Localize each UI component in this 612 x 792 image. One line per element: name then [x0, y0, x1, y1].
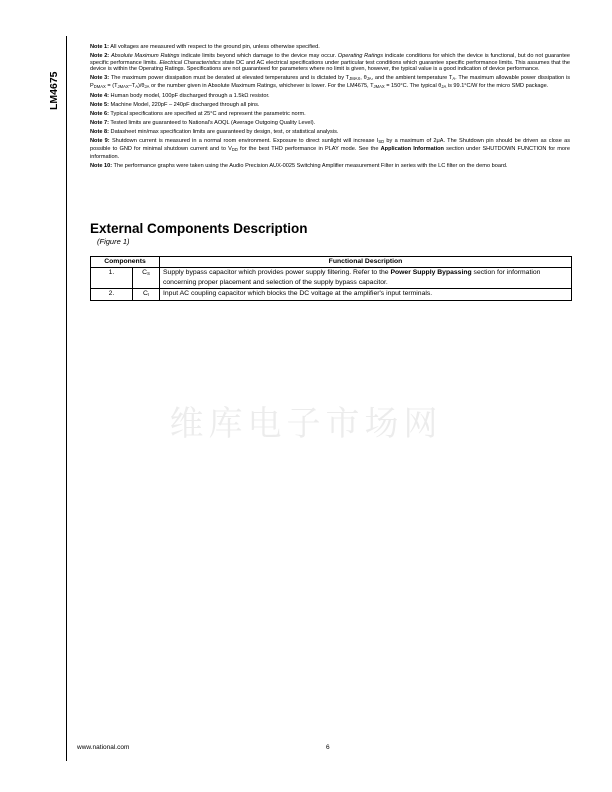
notes-section [90, 44, 570, 172]
watermark: 维库电子市场网 [169, 404, 443, 444]
note-text: The performance graphs were taken using the Audio Precision AUX-0025 Switching Amplifier measurement Filter in series with the LC filter on the demo board. [113, 162, 508, 169]
text-run: , θ [360, 75, 367, 82]
component-symbol [133, 289, 160, 301]
subscript: JMAX [117, 84, 129, 90]
component-description [160, 289, 572, 301]
note [90, 111, 570, 118]
note [90, 75, 570, 90]
text-run: for the best THD performance in PLAY mode. See the [237, 145, 381, 152]
text-run: by a maximum of 2μA. The Shutdown pin should be driven as close as possible to GND for minimal shutdown current and to V [90, 138, 570, 152]
text-run: section under SHUTDOWN FUNCTION for more information. [90, 145, 571, 160]
bold-text: Power Supply Bypassing [390, 269, 472, 276]
text-run: or the number given in Absolute Maximum Ratings, whichever is lower. For the LM4675, T [149, 83, 374, 90]
table-header-row [91, 257, 572, 268]
component-description [160, 268, 572, 289]
text-run: . The maximum allowable power dissipation is P [90, 75, 571, 90]
row-number: 2. [91, 289, 133, 301]
component-symbol [133, 268, 160, 289]
footer-website: www.national.com [77, 744, 130, 751]
symbol-subscript: S [147, 271, 150, 276]
subscript: DMAX [93, 84, 106, 90]
page-number: 6 [326, 744, 330, 751]
note-text: Datasheet min/max specification limits are guaranteed by design, test, or statistical analysis. [110, 129, 339, 136]
subscript: A [135, 84, 138, 90]
text-run: Supply bypass capacitor which provides power supply filtering. Refer to the [163, 269, 391, 276]
note-text: Machine Model, 220pF – 240pF discharged through all pins. [110, 102, 260, 109]
subscript: DD [231, 146, 238, 152]
note [90, 138, 570, 160]
text-run: = (T [105, 83, 118, 90]
text-run: Input AC coupling capacitor which blocks the DC voltage at the amplifier's input terminals. [163, 290, 433, 297]
subscript: JA [144, 84, 150, 90]
text-run: –T [128, 83, 136, 90]
note-label: Note 1: [90, 44, 109, 50]
text-run: )/θ [138, 83, 145, 90]
components-header: Components [91, 257, 160, 268]
note [90, 120, 570, 127]
bold-text: Application Information [380, 145, 444, 152]
text-run: indicate conditions for which the device is functional, but do not guarantee specific performance limits. [90, 53, 570, 66]
table-row [91, 289, 572, 301]
row-number: 1. [91, 268, 133, 289]
subscript: JMAX [373, 84, 385, 90]
note-label: Note 9: [90, 138, 110, 145]
part-number-side-label: LM4675 [48, 71, 60, 110]
note-text: Tested limits are guaranteed to National's AOQL (Average Outgoing Quality Level). [110, 120, 316, 127]
symbol-letter: C [142, 269, 148, 276]
components-table [90, 256, 572, 301]
note [90, 93, 570, 100]
italic-text: Electrical Characteristics [159, 59, 221, 66]
note-text: Human body model, 100pF discharged through a 1.5kΩ resistor. [110, 93, 270, 100]
italic-text: Absolute Maximum Ratings [110, 53, 180, 59]
text-run: = 150°C. The typical θ [384, 83, 442, 90]
note-text: All voltages are measured with respect to the ground pin, unless otherwise specified. [110, 44, 320, 50]
note [90, 53, 570, 73]
note-label: Note 3: [90, 75, 110, 82]
figure-reference: (Figure 1) [97, 237, 130, 246]
subscript: JA [441, 84, 447, 90]
subscript: JA [366, 76, 372, 82]
subscript: SD [378, 139, 385, 145]
section-heading: External Components Description [90, 221, 308, 236]
note [90, 44, 570, 51]
note [90, 102, 570, 109]
symbol-subscript: I [147, 292, 150, 297]
text-run: , and the ambient temperature T [371, 75, 453, 82]
note [90, 129, 570, 136]
text-run: state DC and AC electrical specifications under particular test conditions which guarantee specific performance limits. This assumes that the device is within the Operating Ratings. Specifications are not guaranteed for parameters where no limit is given, however, the typical value is a good indication of device performance. [90, 59, 570, 73]
note-label: Note 2: [90, 53, 110, 59]
text-run: indicate limits beyond which damage to the device may occur. [179, 53, 338, 59]
text-run: section for information concerning proper placement and selection of the supply bypass capacitor. [163, 269, 541, 286]
note-label: Note 8: [90, 129, 109, 136]
description-header: Functional Description [160, 257, 572, 268]
note-label: Note 10: [90, 162, 113, 169]
subscript: JMAX [349, 76, 361, 82]
table-row [91, 268, 572, 289]
subscript: A [452, 76, 456, 82]
note-text: Typical specifications are specified at 25°C and represent the parametric norm. [110, 111, 306, 118]
note-label: Note 7: [90, 120, 109, 127]
italic-text: Operating Ratings [337, 53, 384, 59]
note-label: Note 5: [90, 102, 109, 109]
text-run: is 99.1°C/W for the micro SMD package. [446, 83, 549, 90]
text-run: The maximum power dissipation must be derated at elevated temperatures and is dictated by T [110, 75, 350, 82]
note-label: Note 6: [90, 111, 109, 118]
note [90, 163, 570, 170]
note-label: Note 4: [90, 93, 109, 100]
symbol-letter: C [142, 290, 148, 297]
text-run: Shutdown current is measured in a normal room environment. Exposure to direct sunlight will increase I [111, 138, 379, 145]
